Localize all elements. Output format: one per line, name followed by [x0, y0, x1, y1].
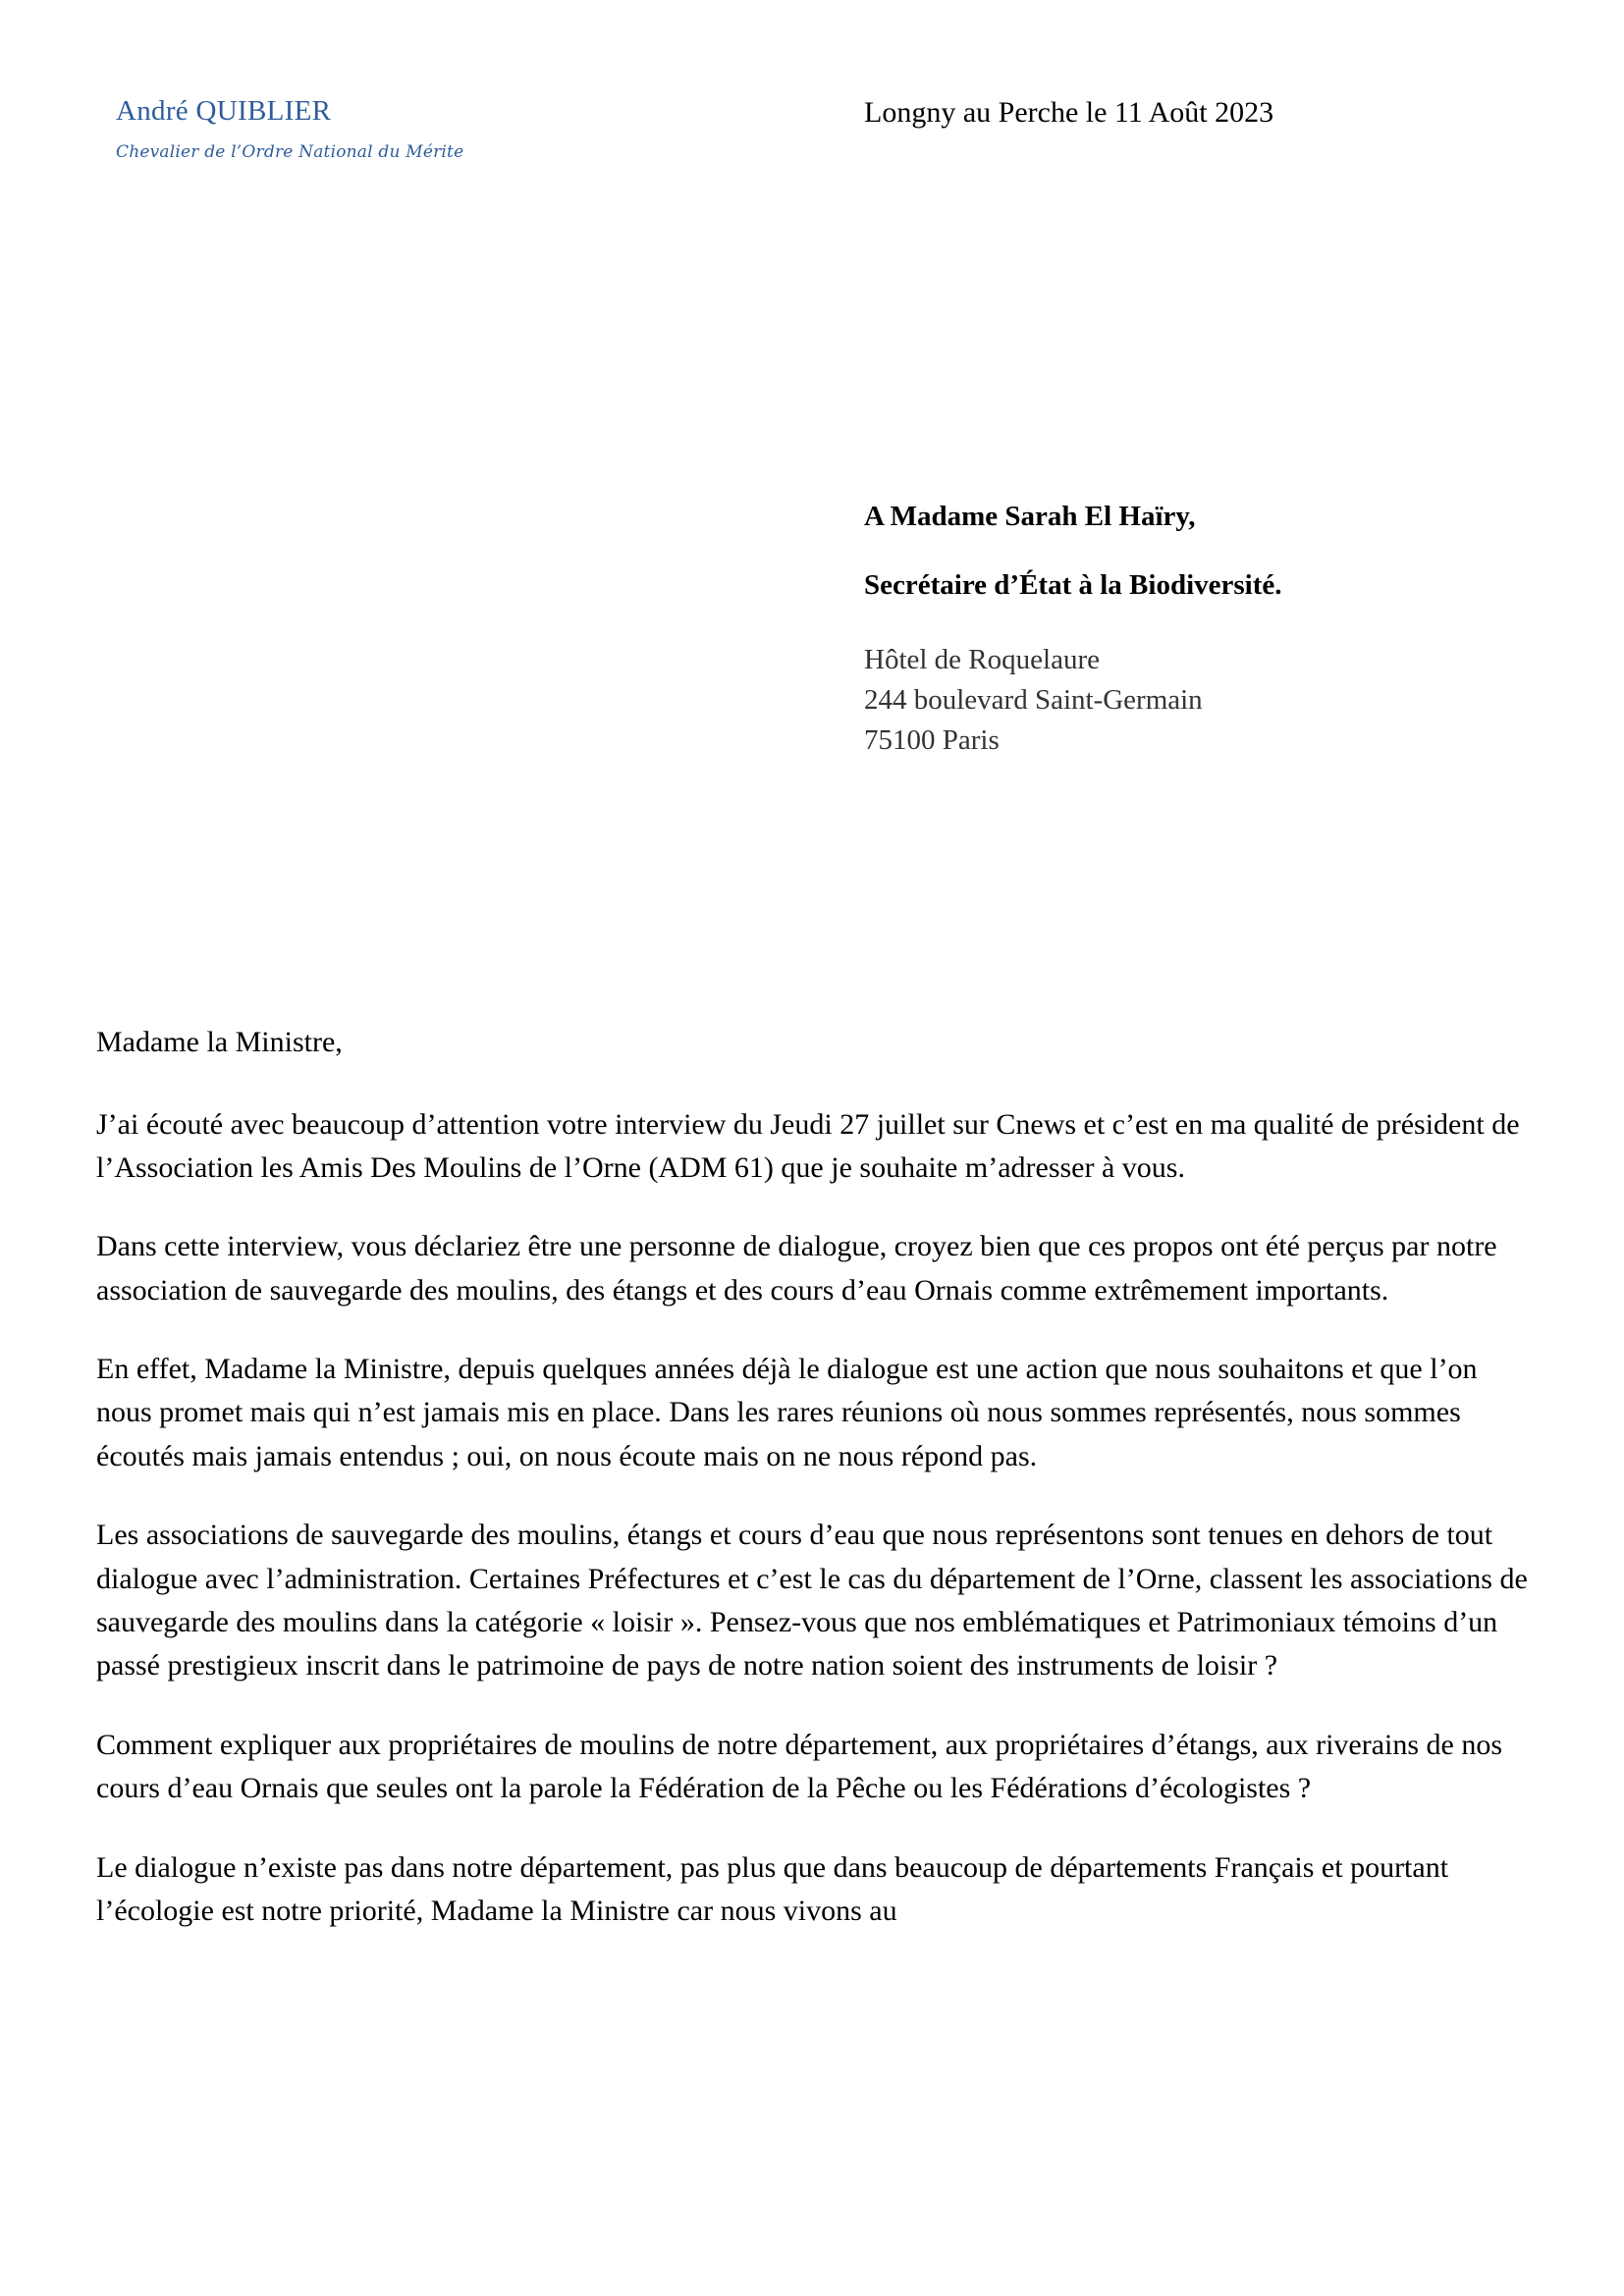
letter-paragraph: Le dialogue n’existe pas dans notre département, pas plus que dans beaucoup de départements Français et pourtant l’écologie est notre priorité, Madame la Ministre car nous vivons au: [96, 1850, 1449, 1927]
letter-paragraph: Comment expliquer aux propriétaires de moulins de notre département, aux propriétaires d’étangs, aux riverains de nos cours d’eau Ornais que seules ont la parole la Fédération de la Pêche ou les Fédérations d’écologistes ?: [96, 1728, 1503, 1805]
recipient-address-line-3: 75100 Paris: [864, 724, 1000, 757]
recipient-name: A Madame Sarah El Haïry,: [864, 501, 1196, 532]
letter-paragraph: Les associations de sauvegarde des moulins, étangs et cours d’eau que nous représentons sont tenues en dehors de tout dialogue avec l’administration. Certaines Préfectures et c’est le cas du département de l’Orne, classent les associations de sauvegarde des moulins dans la catégorie « loisir ». Pensez-vous que nos emblématiques et Patrimoniaux témoins d’un passé prestigieux inscrit dans le patrimoine de pays de notre nation soient des instruments de loisir ?: [96, 1519, 1528, 1682]
recipient-address-line-2: 244 boulevard Saint-Germain: [864, 684, 1203, 717]
salutation: Madame la Ministre,: [96, 1026, 343, 1058]
sender-honorific-title: Chevalier de l’Ordre National du Mérite: [116, 141, 464, 162]
recipient-role: Secrétaire d’État à la Biodiversité.: [864, 568, 1282, 601]
recipient-block: [864, 496, 1551, 762]
recipient-address-line-1: Hôtel de Roquelaure: [864, 644, 1100, 675]
letter-paragraph: Dans cette interview, vous déclariez être une personne de dialogue, croyez bien que ces propos ont été perçus par notre association de sauvegarde des moulins, des étangs et des cours d’eau Ornais comme extrêmement importants.: [96, 1230, 1497, 1307]
letter-paragraph: J’ai écouté avec beaucoup d’attention votre interview du Jeudi 27 juillet sur Cnews et c’est en ma qualité de président de l’Association les Amis Des Moulins de l’Orne (ADM 61) que je souhaite m’adresser à vous.: [96, 1107, 1520, 1184]
sender-name: André QUIBLIER: [116, 95, 332, 127]
letter-body: [96, 1021, 1530, 1933]
letter-paragraph: En effet, Madame la Ministre, depuis quelques années déjà le dialogue est une action que nous souhaitons et que l’on nous promet mais qui n’est jamais mis en place. Dans les rares réunions où nous sommes représentés, nous sommes écoutés mais jamais entendus ; oui, on nous écoute mais on ne nous répond pas.: [96, 1353, 1478, 1472]
letter-header: [0, 94, 1624, 202]
sender-block: [116, 94, 666, 162]
place-and-date: Longny au Perche le 11 Août 2023: [864, 96, 1274, 129]
